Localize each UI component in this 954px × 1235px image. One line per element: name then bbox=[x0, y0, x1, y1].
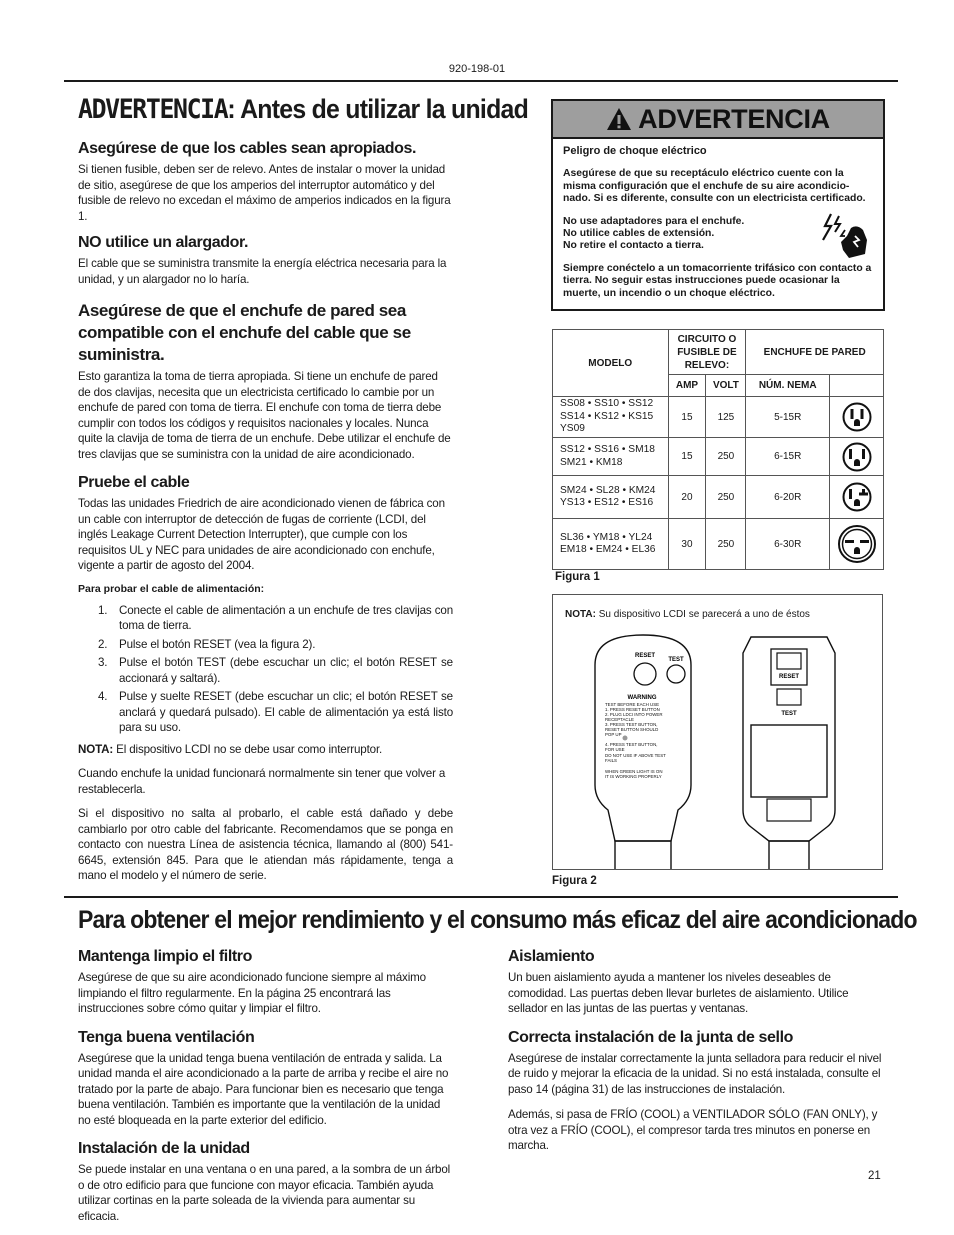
lcdi-device-rectangular bbox=[743, 637, 835, 870]
section-divider bbox=[64, 896, 898, 898]
figure-2 bbox=[552, 594, 883, 870]
section-body-ventilation: Asegúrese que la unidad tenga buena ventilación de entrada y salida. La unidad manda el aire acondicionado a la parte de arriba y recibe el aire no tratado por la parte de abajo. Para funcionar bien es necesario que tenga buena ventilación. También es importante que la ventilación de la unidad no esté bloqueada en la parte exterior del edificio. bbox=[78, 1051, 449, 1127]
table-header-nema: NÚM. NEMA bbox=[746, 375, 830, 397]
table-header-volt: VOLT bbox=[706, 375, 746, 397]
section-body-extension: El cable que se suministra transmite la energía eléctrica necesaria para la unidad, y un alargador no lo haría. bbox=[78, 257, 447, 286]
electric-shock-icon bbox=[811, 210, 873, 260]
warning-triangle-icon bbox=[606, 107, 632, 131]
table-cell-nema: 5-15R bbox=[746, 397, 830, 438]
step-number: 3. bbox=[98, 656, 108, 669]
table-row bbox=[553, 438, 884, 476]
step-text: Pulse el botón TEST (debe escuchar un clic; el botón RESET se accionará y saltará). bbox=[119, 656, 453, 685]
warning-line: misma configuración que el enchufe de su aire acondicio- bbox=[563, 180, 850, 192]
receptacle-5-15r-icon bbox=[842, 402, 872, 432]
table-header-plug: ENCHUFE DE PARED bbox=[746, 330, 884, 375]
note-text: El dispositivo LCDI no se debe usar como interruptor. bbox=[113, 742, 383, 756]
table-header-model: MODELO bbox=[553, 330, 669, 397]
receptacle-6-30r-icon bbox=[837, 524, 877, 564]
list-item bbox=[78, 637, 453, 653]
section-title-seal: Correcta instalación de la junta de sello bbox=[508, 1028, 794, 1046]
test-label: TEST bbox=[781, 711, 797, 717]
list-item bbox=[78, 655, 453, 686]
test-label: TEST bbox=[668, 657, 684, 663]
instruction-line: DO NOT USE IF ABOVE TEST bbox=[605, 753, 666, 758]
table-cell-nema: 6-20R bbox=[746, 476, 830, 519]
section-title-test-cable: Pruebe el cable bbox=[78, 474, 190, 491]
bottom-right-column bbox=[508, 940, 883, 1154]
figure-2-caption: Figura 2 bbox=[552, 875, 597, 887]
left-column bbox=[78, 92, 529, 884]
table-cell-volt: 250 bbox=[706, 519, 746, 570]
lcdi-devices-illustration bbox=[553, 595, 883, 870]
section-body-seal: Asegúrese de instalar correctamente la junta selladora para reducir el nivel de ruido y mejorar la eficacia de la unidad. Si no está instalada, consulte el paso 14 (página 31) de las instrucciones de instalación. bbox=[508, 1051, 882, 1096]
specs-table bbox=[552, 329, 884, 570]
lcdi-device-round bbox=[595, 635, 691, 870]
table-cell-models: SS08 • SS10 • SS12 SS14 • KS12 • KS15 YS09 bbox=[553, 397, 669, 438]
warning-line: Asegúrese de que su receptáculo eléctrico cuente con la bbox=[563, 168, 844, 180]
instruction-line: TEST BEFORE EACH USE bbox=[605, 702, 660, 707]
table-header-amp: AMP bbox=[668, 375, 706, 397]
section-title-filter: Mantenga limpio el filtro bbox=[78, 948, 253, 965]
table-cell-icon bbox=[830, 397, 884, 438]
table-cell-icon bbox=[830, 519, 884, 570]
note-text: Su dispositivo LCDI se parecerá a uno de éstos bbox=[595, 609, 810, 620]
compressor-note: Además, si pasa de FRÍO (COOL) a VENTILADOR SÓLO (FAN ONLY), y otra vez a FRÍO (COOL), el compresor tarda tres minutos en ponerse en marcha. bbox=[508, 1108, 878, 1152]
warning-header bbox=[553, 101, 883, 139]
list-item bbox=[78, 603, 453, 634]
step-text: Pulse y suelte RESET (debe escuchar un clic; el botón RESET se anclará y quedará pulsado). El cable de alimentación ya está listo para su uso. bbox=[119, 690, 453, 734]
top-divider bbox=[64, 80, 898, 82]
figure-1-caption: Figura 1 bbox=[555, 571, 600, 583]
warning-box bbox=[551, 99, 885, 311]
table-cell-models: SL36 • YM18 • YL24 EM18 • EM24 • EL36 bbox=[553, 519, 669, 570]
section-title-installation: Instalación de la unidad bbox=[78, 1140, 250, 1157]
section-title-ventilation: Tenga buena ventilación bbox=[78, 1028, 255, 1046]
table-cell-icon bbox=[830, 476, 884, 519]
section-body-filter: Asegúrese de que su aire acondicionado funcione siempre al máximo limpiando el filtro regularmente. En la página 25 encontrará las instrucciones sobre cómo quitar y limpiar el filtro. bbox=[78, 971, 426, 1015]
instruction-line: 1. PRESS RESET BUTTON bbox=[605, 707, 660, 712]
lcdi-note bbox=[78, 742, 453, 758]
table-cell-volt: 250 bbox=[706, 476, 746, 519]
note-label: NOTA: bbox=[565, 609, 596, 620]
table-row bbox=[553, 397, 884, 438]
section-body-installation: Se puede instalar en una ventana o en una pared, a la sombra de un árbol o de otro edificio para que funcione con mayor eficacia. También ayuda utilizar cortinas en la parte soleada de la vivienda para aumentar su eficacia. bbox=[78, 1163, 451, 1223]
title-suffix: : Antes de utilizar la unidad bbox=[227, 94, 529, 124]
title-prefix: ADVERTENCIA bbox=[78, 94, 228, 125]
performance-title: Para obtener el mejor rendimiento y el consumo más eficaz del aire acondicionado bbox=[78, 906, 917, 934]
warning-title: Peligro de choque eléctrico bbox=[563, 145, 707, 157]
table-cell-volt: 125 bbox=[706, 397, 746, 438]
table-cell-amp: 15 bbox=[668, 438, 706, 476]
instruction-line: IT IS WORKING PROPERLY bbox=[605, 774, 662, 779]
warning-line: No utilice cables de extensión. bbox=[563, 228, 715, 240]
warning-line: nado. Si es diferente, consulte con un electricista certificado. bbox=[563, 193, 866, 205]
section-title-extension: NO utilice un alargador. bbox=[78, 234, 248, 251]
section-body-outlet: Esto garantiza la toma de tierra apropiada. Si tiene un enchufe de pared de dos clavijas, necesita que un electricista certificado lo cambie por un enchufe de pared con toma de tierra. El enchufe con toma de tierra debe cumplir con todos los códigos y requisitos nacionales y locales. Nunca quite la clavija de toma de tierra de un enchufe. Debe utilizar el enchufe de tres clavijas que se suministra con la unidad de aire acondicionado. bbox=[78, 370, 451, 461]
table-cell-models: SS12 • SS16 • SM18 SM21 • KM18 bbox=[553, 438, 669, 476]
table-header-icon bbox=[830, 375, 884, 397]
table-cell-volt: 250 bbox=[706, 438, 746, 476]
step-number: 4. bbox=[98, 690, 108, 703]
instruction-line: FAILS bbox=[605, 758, 617, 763]
receptacle-6-15r-icon bbox=[842, 442, 872, 472]
warning-header-text: ADVERTENCIA bbox=[638, 103, 830, 134]
reset-label: RESET bbox=[634, 653, 656, 659]
section-body-cables: Si tienen fusible, deben ser de relevo. Antes de instalar o mover la unidad de sitio, asegúrese de que los amperios del interruptor automático y del fusible de relevo no excedan el máximo de amperios indicados en la figura 1. bbox=[78, 163, 451, 223]
warning-line: No retire el contacto a tierra. bbox=[563, 240, 704, 252]
paragraph-normal-operation: Cuando enchufe la unidad funcionará normalmente sin tener que volver a restablecerla. bbox=[78, 767, 446, 796]
table-cell-nema: 6-15R bbox=[746, 438, 830, 476]
table-cell-models: SM24 • SL28 • KM24 YS13 • ES12 • ES16 bbox=[553, 476, 669, 519]
instruction-line: 2. PLUG LDCI INTO POWER bbox=[605, 712, 663, 717]
table-row bbox=[553, 476, 884, 519]
page-number: 21 bbox=[868, 1170, 881, 1182]
warning-paragraph-ground: Siempre conéctelo a un tomacorriente trifásico con contacto a tierra. No seguir estas instrucciones puede ocasionar la muerte, un incendio o un choque eléctrico. bbox=[563, 262, 872, 299]
warning-body bbox=[553, 139, 883, 300]
warning-paragraph-config bbox=[563, 168, 873, 205]
indicator-light-icon bbox=[623, 736, 628, 741]
instruction-line: FOR USE bbox=[605, 747, 625, 752]
bottom-left-column bbox=[78, 940, 453, 1224]
instruction-line: RECEPTACLE bbox=[605, 717, 634, 722]
reset-label: RESET bbox=[778, 674, 800, 680]
receptacle-6-20r-icon bbox=[842, 482, 872, 512]
note-label: NOTA: bbox=[78, 742, 114, 756]
list-item bbox=[78, 689, 453, 736]
section-title-insulation: Aislamiento bbox=[508, 948, 595, 965]
instruction-line: 4. PRESS TEST BUTTON, bbox=[605, 742, 658, 747]
instruction-line: 3. PRESS TEST BUTTON, bbox=[605, 722, 658, 727]
step-number: 1. bbox=[98, 603, 108, 617]
table-cell-amp: 15 bbox=[668, 397, 706, 438]
step-text: Pulse el botón RESET (vea la figura 2). bbox=[119, 637, 316, 651]
test-steps-list bbox=[78, 603, 453, 736]
section-body-insulation: Un buen aislamiento ayuda a mantener los niveles deseables de comodidad. Las puertas deben llevar burletes de aislamiento. Utilice sellador en las juntas de las puertas y ventanas. bbox=[508, 971, 849, 1015]
table-header-circuit: CIRCUITO O FUSIBLE DE RELEVO: bbox=[668, 330, 746, 375]
paragraph-support: Si el dispositivo no salta al probarlo, el cable está dañado y debe cambiarlo por otro cable del fabricante. Recomendamos que se ponga en contacto con nuestra Línea de asistencia técnica, llamando al (800) 541-6645, extensión 845. Para que le atiendan más rápidamente, tenga a mano el modelo y el número de serie. bbox=[78, 807, 453, 882]
warning-row-adapters bbox=[563, 216, 873, 263]
device-instructions bbox=[605, 702, 666, 779]
table-cell-icon bbox=[830, 438, 884, 476]
table-cell-nema: 6-30R bbox=[746, 519, 830, 570]
warning-paragraph-adapters bbox=[563, 216, 744, 253]
instruction-line: RESET BUTTON SHOULD bbox=[605, 727, 659, 732]
test-procedure-heading: Para probar el cable de alimentación: bbox=[78, 582, 265, 595]
page-title bbox=[78, 92, 529, 127]
table-cell-amp: 20 bbox=[668, 476, 706, 519]
step-text: Conecte el cable de alimentación a un enchufe de tres clavijas con toma de tierra. bbox=[119, 603, 453, 632]
warning-line: No use adaptadores para el enchufe. bbox=[563, 215, 745, 227]
document-number: 920-198-01 bbox=[448, 63, 506, 75]
table-cell-amp: 30 bbox=[668, 519, 706, 570]
step-number: 2. bbox=[98, 637, 108, 651]
section-title-outlet: Asegúrese de que el enchufe de pared sea compatible con el enchufe del cable que se suministra. bbox=[78, 301, 411, 364]
table-row bbox=[553, 519, 884, 570]
section-body-test-cable: Todas las unidades Friedrich de aire acondicionado vienen de fábrica con un cable con interruptor de detección de fugas de corriente (LCDI, del inglés Leakage Current Detection Interrupter), que cumple con los requisitos UL y NEC para unidades de aire acondicionado con enchufe, vigente a partir de agosto del 2004. bbox=[78, 497, 445, 572]
instruction-line: WHEN GREEN LIGHT IS ON bbox=[605, 769, 663, 774]
device-warning-label: WARNING bbox=[627, 695, 657, 701]
section-title-cables: Asegúrese de que los cables sean apropiados. bbox=[78, 140, 417, 157]
instruction-line: POP UP bbox=[605, 732, 622, 737]
